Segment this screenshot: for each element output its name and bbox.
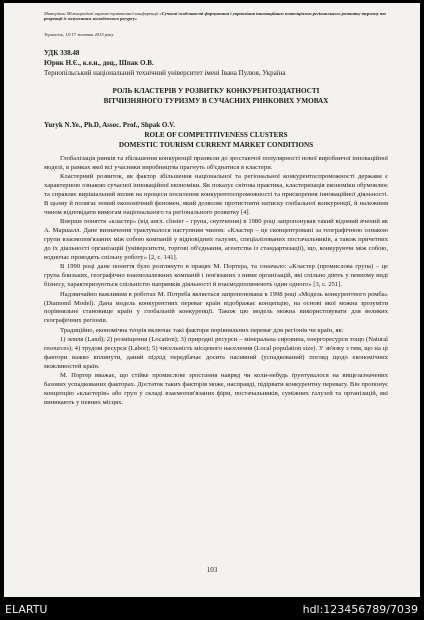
authors-ukrainian: Юрик Н.Є., к.е.н., доц., Шпак О.В. <box>44 59 154 67</box>
article-body <box>44 155 388 408</box>
body-paragraph: Вперше поняття «кластер» (від англ. cluster – група, скупчення) в 1980 році запропонував такий відомий вчений як А. Маршалл. Дане визначення трактувалося наступним чином: «Кластер – це сконцентровані за географічною ознакою групи взаємопов'язаних між собою компаній у відповідних галузях, спеціалізованих постачальників, а також причетних до їх діяльності організацій (університети, торгові об'єднання, агентства із стандартизації), що, конкуруючи між собою, водночас проводять спільну роботу» [2, с. 141]. <box>44 218 388 261</box>
affiliation: Тернопільський національний технічний університет імені Івана Пулюя, Україна <box>44 69 286 77</box>
authors-english: Yuryk N.Ye., Ph.D, Assoc. Prof., Shpak O.V. <box>44 121 175 129</box>
title-english-line: DOMESTIC TOURISM CURRENT MARKET CONDITIONS <box>118 141 314 149</box>
body-paragraph: Глобалізація ринків та збільшення конкуренції призвели до зростаючої популярності нової виробничої інноваційної моделі, в рамках якої всі учасники виробництва прагнуть об'єднатися в кластери. <box>44 155 388 171</box>
title-ukrainian-line: ВІТЧИЗНЯНОГО ТУРИЗМУ В СУЧАСНИХ РИНКОВИХ УМОВАХ <box>103 97 329 105</box>
body-paragraph: Надзвичайно важливим в роботах М. Потреба являється запропонована в 1998 році «Модель конкурентного ромба» (Diamond Model). Дана модель конкурентних переваг країн відображає концепцію, на основі якої можна зрозуміти порівняльне становище країн у глобальній конкуренції. Також цю модель можна використовувати для великих географічних регіонів. <box>44 290 388 325</box>
title-ukrainian <box>44 86 388 106</box>
body-paragraph: Традиційно, економічна теорія включає такі фактори порівняльних переваг для регіонів чи країн, як: <box>60 326 344 334</box>
body-paragraph: М. Портер вважає, що стійке промислове зростання навряд чи коли-небудь ґрунтувалося на вищезазначених базових успадкованих факторах. Достаток таких факторів може, насправді, підірвати конкурентну перевагу. Він пропонує концепцію «кластерів» або груп у складі взаємопов'язаних фірм, постачальників, суміжних галузей та організацій, які виникають у певних місцях. <box>44 372 388 406</box>
body-paragraph: 1) земля (Land); 2) розміщення (Location); 3) природні ресурси – мінеральна сировина, енергоресурси тощо (Natural resources); 4) трудові ресурси (Labor); 5) чисельність місцевого населення (Local population size). У зв'язку з тим, що на ці фактори важко вплинути, даний підхід передбачає досить пасивний (успадкований) погляд щодо економічних можливостей країн. <box>44 336 388 370</box>
conference-theme: «Сучасні особливості формування і управління інноваційним потенціалом регіонального розвитку туризму та рекреації із залученням молодіжного ресурсу» <box>44 11 386 22</box>
title-english <box>44 130 388 150</box>
conference-header <box>44 11 388 22</box>
udk-code: УДК 338.48 <box>44 49 80 57</box>
repository-footer <box>0 600 424 620</box>
repository-name: ELARTU <box>5 603 48 616</box>
title-ukrainian-line: РОЛЬ КЛАСТЕРІВ У РОЗВИТКУ КОНКУРЕНТОЗДАТНОСТІ <box>112 87 320 95</box>
body-paragraph: Кластерний розвиток, як фактор збільшення національної та регіональної конкурентоспроможності держави є характерною ознакою сучасної інноваційної економіки. Як показує світова практика, кластеризація економіки обумовлює та справляє вирішальний вплив на процеси посилення конкурентоспроможності та прискорення інноваційної діяльності. В цьому й полягає новий економічний феномен, який дозволяє протистояти натиску глобальної конкуренції, й належним чином відповідати вимогам національного та регіонального розвитку [4]. <box>44 173 388 216</box>
handle-identifier[interactable]: hdl:123456789/7039 <box>302 603 418 616</box>
conference-place-date: Тернопіль, 15-17 жовтня 2015 року <box>44 32 114 37</box>
conference-name: Матеріали Міжнародної науково-практичної конференції <box>44 11 159 16</box>
body-paragraph: В 1990 році дане поняття було розглянуто в працях М. Портера, та означало: «Кластер (промислова група) – це група близьких, географічно взаємозалежних компаній і пов'язаних з ними організацій, які спільно діють у певному виді бізнесу, характеризуються спільністю напрямків діяльності й взаємодоповнюють один одного» [3, с. 251]. <box>44 263 388 289</box>
page-number: 103 <box>206 566 218 574</box>
title-english-line: ROLE OF COMPETITIVENESS CLUSTERS <box>144 131 288 139</box>
document-page <box>4 3 420 597</box>
